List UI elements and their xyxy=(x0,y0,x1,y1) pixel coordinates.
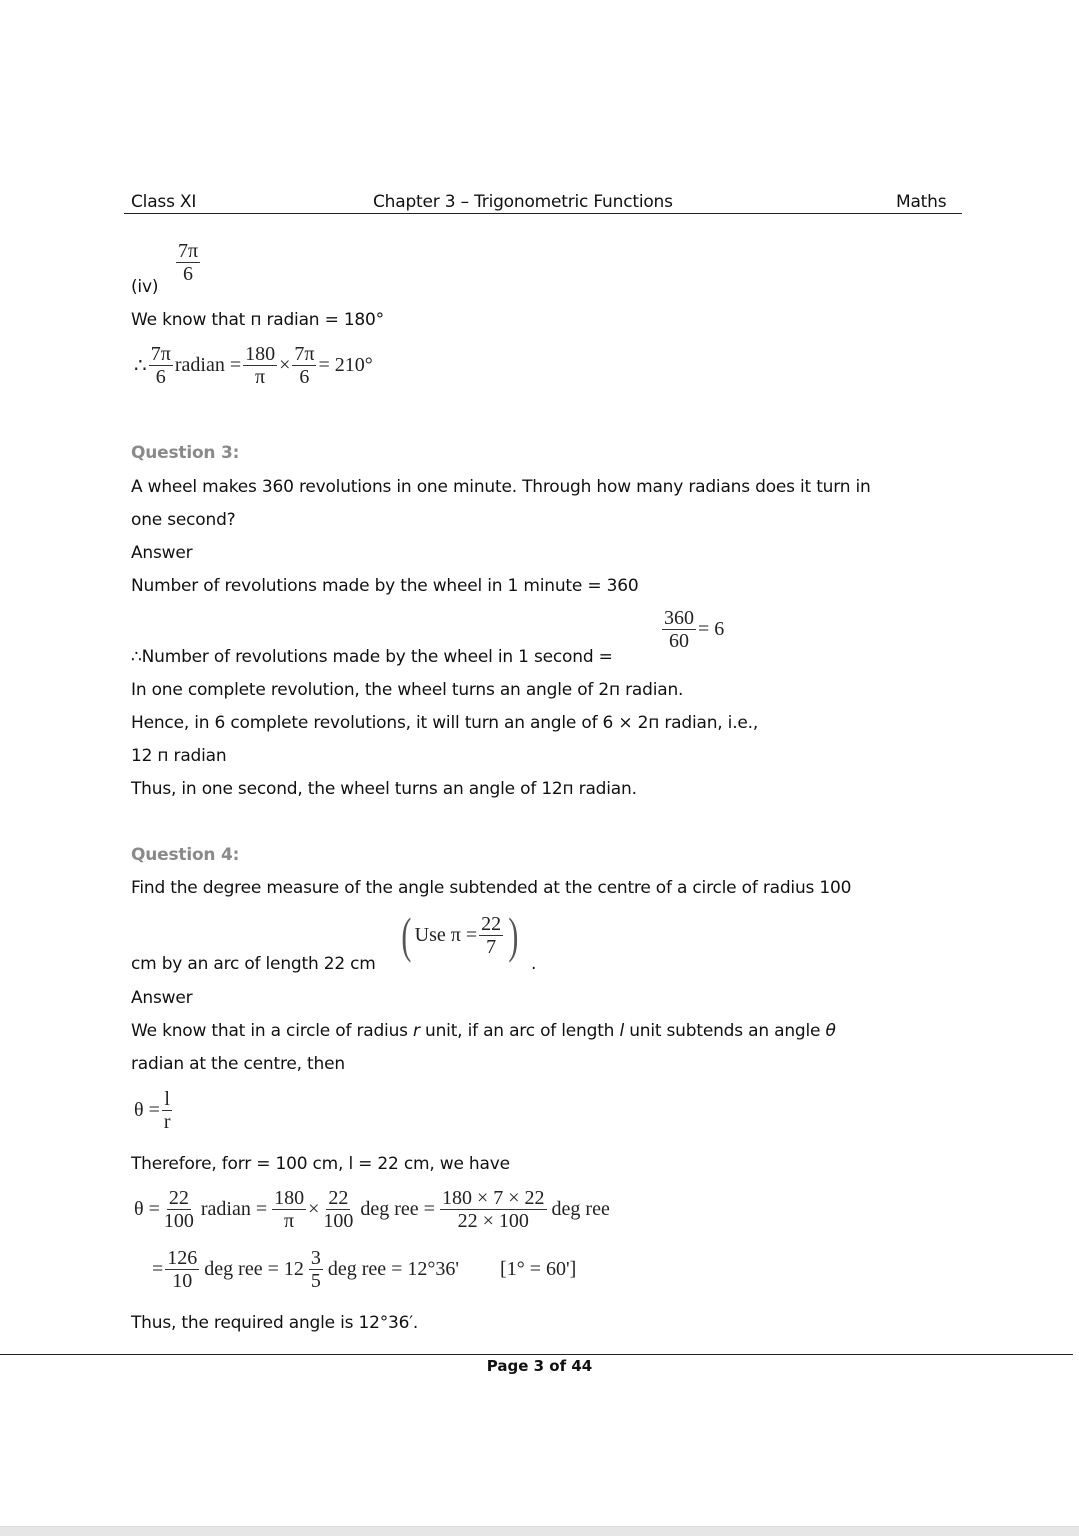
question-4-formula xyxy=(134,1088,175,1133)
equation-text: deg ree = 12 xyxy=(204,1258,304,1280)
equation-text: θ = xyxy=(134,1198,160,1220)
therefore-symbol: ∴ xyxy=(134,355,147,377)
footer-divider xyxy=(0,1354,1073,1355)
question-4-answer-label: Answer xyxy=(131,988,193,1008)
equation-result: = 210° xyxy=(318,354,373,376)
times-symbol: × xyxy=(279,354,291,376)
frac-den: 5 xyxy=(310,1270,321,1292)
left-paren: ( xyxy=(401,907,412,963)
variable-r: r xyxy=(413,1021,420,1041)
equation-text: radian = xyxy=(200,1198,268,1220)
header-chapter-title: Chapter 3 – Trigonometric Functions xyxy=(373,192,673,212)
frac-num: l xyxy=(164,1088,170,1110)
frac-num: 126 xyxy=(167,1247,198,1269)
question-4-hint-period: . xyxy=(531,954,537,974)
frac-den: 6 xyxy=(299,366,310,388)
frac-num: 3 xyxy=(310,1247,321,1269)
frac-den: 7 xyxy=(486,935,497,958)
frac-den: 6 xyxy=(155,366,166,388)
frac-num: 180 xyxy=(274,1187,305,1209)
frac-den: π xyxy=(255,366,266,388)
question-3-heading: Question 3: xyxy=(131,443,240,463)
question-3-text-line1: A wheel makes 360 revolutions in one minute. Through how many radians does it turn in xyxy=(131,477,871,497)
text-segment: unit, if an arc of length xyxy=(419,1021,620,1041)
equation-note: [1° = 60'] xyxy=(500,1258,577,1280)
text-segment: We know that in a circle of radius xyxy=(131,1021,414,1041)
question-3-line3: In one complete revolution, the wheel turns an angle of 2п radian. xyxy=(131,680,684,700)
frac-den: 6 xyxy=(183,263,194,285)
part-iv-fact: We know that п radian = 180° xyxy=(131,310,384,330)
equation-text: θ = xyxy=(134,1099,160,1121)
question-4-equation-1 xyxy=(134,1187,613,1232)
question-3-line5: 12 п radian xyxy=(131,746,227,766)
frac-den: 100 xyxy=(323,1210,354,1232)
frac-num: 22 xyxy=(328,1187,349,1209)
question-3-line6: Thus, in one second, the wheel turns an angle of 12п radian. xyxy=(131,779,637,799)
page-number: Page 3 of 44 xyxy=(486,1357,593,1375)
frac-den: 10 xyxy=(172,1270,193,1292)
part-iv-label: (iv) xyxy=(131,277,159,297)
question-3-line4: Hence, in 6 complete revolutions, it will turn an angle of 6 × 2п radian, i.e., xyxy=(131,713,759,733)
question-4-conclusion: Thus, the required angle is 12°36′. xyxy=(131,1313,419,1333)
header-divider xyxy=(124,213,962,214)
question-4-equation-2 xyxy=(152,1247,576,1292)
header-subject: Maths xyxy=(896,192,947,212)
frac-num: 7π xyxy=(294,343,315,365)
question-3-fraction xyxy=(660,607,724,652)
equation-text: deg ree = xyxy=(360,1198,435,1220)
question-4-line1 xyxy=(131,1021,836,1041)
question-4-text-line2: cm by an arc of length 22 cm xyxy=(131,954,376,974)
frac-num: 22 xyxy=(168,1187,189,1209)
question-3-line1: Number of revolutions made by the wheel in 1 minute = 360 xyxy=(131,576,639,596)
frac-num: 7π xyxy=(150,343,171,365)
frac-num: 22 xyxy=(481,912,502,935)
equation-text: deg ree xyxy=(551,1198,610,1220)
frac-den: 100 xyxy=(163,1210,194,1232)
question-4-heading: Question 4: xyxy=(131,845,240,865)
question-3-answer-label: Answer xyxy=(131,543,193,563)
equation-result: = 6 xyxy=(698,618,725,640)
question-4-line3: Therefore, forr = 100 cm, l = 22 cm, we have xyxy=(131,1154,510,1174)
question-4-hint xyxy=(398,907,522,963)
frac-den: 22 × 100 xyxy=(457,1210,529,1232)
question-4-line2: radian at the centre, then xyxy=(131,1054,345,1074)
equation-text: radian = xyxy=(174,354,242,376)
part-iv-fraction xyxy=(174,240,202,285)
part-iv-equation xyxy=(134,343,373,388)
equation-text: deg ree = 12°36' xyxy=(327,1258,460,1280)
hint-text: Use π = xyxy=(414,923,478,946)
question-4-text-line1: Find the degree measure of the angle subtended at the centre of a circle of radius 100 xyxy=(131,878,852,898)
frac-num: 360 xyxy=(664,607,694,629)
question-3-line2: ∴Number of revolutions made by the wheel in 1 second = xyxy=(131,647,613,667)
variable-theta: θ xyxy=(825,1021,836,1041)
frac-den: π xyxy=(284,1210,295,1232)
frac-den: 60 xyxy=(669,630,689,652)
variable-l: l xyxy=(619,1021,624,1041)
frac-num: 7π xyxy=(178,240,199,262)
frac-num: 180 × 7 × 22 xyxy=(441,1187,545,1209)
frac-den: r xyxy=(163,1111,171,1133)
header-class: Class XI xyxy=(131,192,197,212)
right-paren: ) xyxy=(508,907,519,963)
question-3-text-line2: one second? xyxy=(131,510,236,530)
equation-text: = xyxy=(152,1258,164,1280)
times-symbol: × xyxy=(308,1198,320,1220)
text-segment: unit subtends an angle xyxy=(623,1021,826,1041)
frac-num: 180 xyxy=(245,343,276,365)
